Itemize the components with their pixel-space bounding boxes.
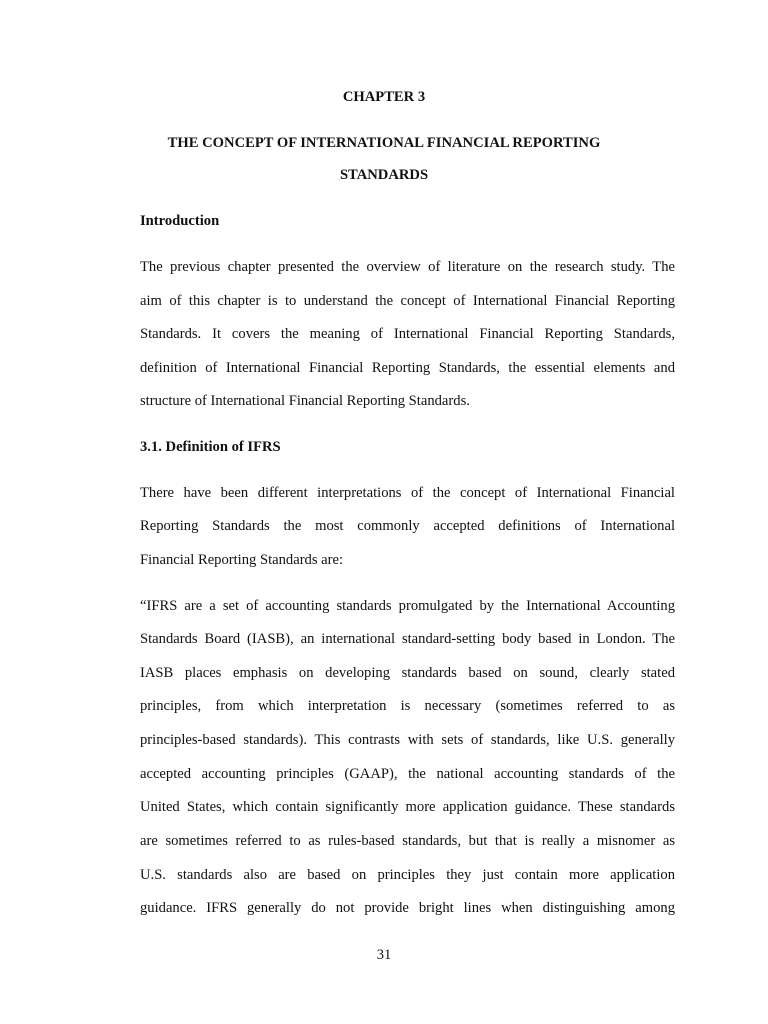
page-number: 31: [376, 947, 392, 963]
paragraph-line: The previous chapter presented the overview of literature on the research study. The: [140, 259, 675, 275]
paragraph-line: guidance. IFRS generally do not provide bright lines when distinguishing among: [140, 900, 675, 916]
paragraph-line: There have been different interpretations of the concept of International Financial: [140, 485, 675, 501]
paragraph-line: Reporting Standards the most commonly accepted definitions of International: [140, 518, 675, 534]
paragraph-line: structure of International Financial Reporting Standards.: [140, 393, 470, 409]
paragraph-line: Standards. It covers the meaning of International Financial Reporting Standards,: [140, 326, 675, 342]
paragraph-line: principles-based standards). This contrasts with sets of standards, like U.S. generally: [140, 732, 675, 748]
paragraph-line: aim of this chapter is to understand the concept of International Financial Reporting: [140, 293, 675, 309]
chapter-title-line-2: STANDARDS: [339, 167, 429, 183]
paragraph-line: IASB places emphasis on developing standards based on sound, clearly stated: [140, 665, 675, 681]
chapter-label: CHAPTER 3: [342, 89, 426, 105]
section-heading-definition: 3.1. Definition of IFRS: [140, 439, 281, 455]
chapter-title-line-1: THE CONCEPT OF INTERNATIONAL FINANCIAL REPORTING: [167, 135, 601, 151]
paragraph-line: “IFRS are a set of accounting standards promulgated by the International Accounting: [140, 598, 675, 614]
paragraph-line: definition of International Financial Reporting Standards, the essential elements and: [140, 360, 675, 376]
paragraph-line: U.S. standards also are based on principles they just contain more application: [140, 867, 675, 883]
paragraph-line: principles, from which interpretation is necessary (sometimes referred to as: [140, 698, 675, 714]
paragraph-line: Standards Board (IASB), an international standard-setting body based in London. The: [140, 631, 675, 647]
introduction-heading: Introduction: [140, 213, 220, 229]
paragraph-line: are sometimes referred to as rules-based standards, but that is really a misnomer as: [140, 833, 675, 849]
paragraph-line: Financial Reporting Standards are:: [140, 552, 344, 568]
paragraph-line: accepted accounting principles (GAAP), the national accounting standards of the: [140, 766, 675, 782]
paragraph-line: United States, which contain significantly more application guidance. These standards: [140, 799, 675, 815]
